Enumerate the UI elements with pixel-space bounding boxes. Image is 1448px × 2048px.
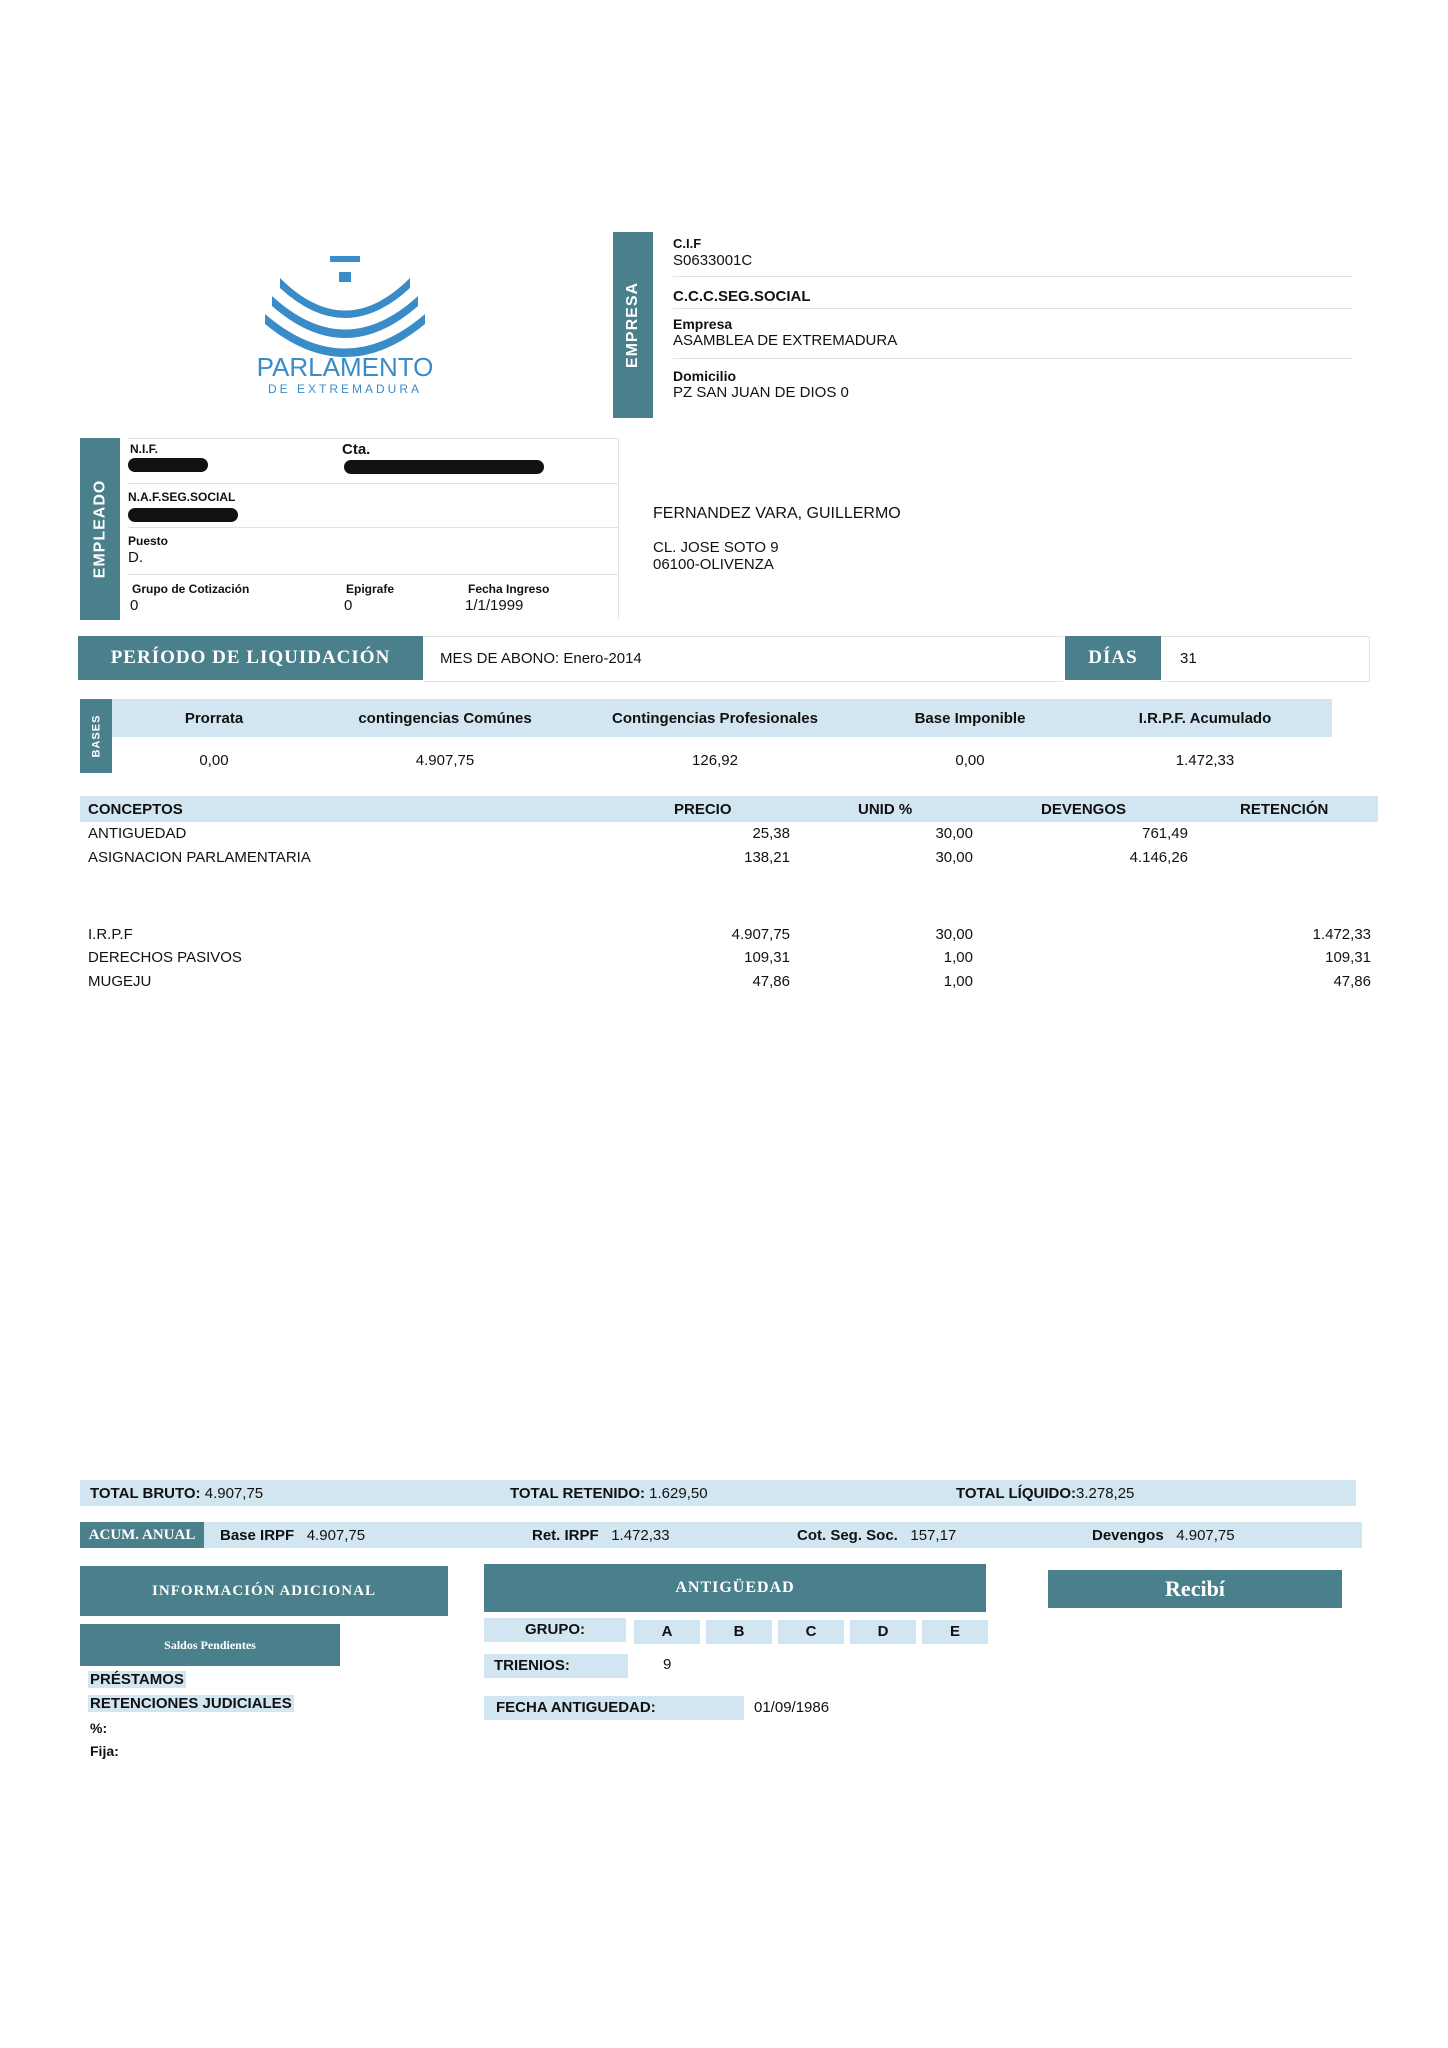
total-bruto-value: 4.907,75 [204,1485,264,1502]
retenciones-judiciales-label: RETENCIONES JUDICIALES [90,1695,292,1712]
concepto-name-1: ASIGNACION PARLAMENTARIA [88,849,311,866]
naf-redaction [128,508,238,522]
employee-address2: 06100-OLIVENZA [653,556,774,573]
concepto-name-0: ANTIGUEDAD [88,825,187,842]
conceptos-header-devengos: DEVENGOS [1041,801,1127,818]
epigrafe-value: 0 [344,597,353,614]
puesto-label: Puesto [128,534,169,548]
concepto-name-3: DERECHOS PASIVOS [88,949,242,966]
domicilio-label: Domicilio [673,368,737,384]
concepto-unid-1: 30,00 [935,849,973,866]
total-bruto-label: TOTAL BRUTO: [90,1485,201,1502]
concepto-name-2: I.R.P.F [88,926,133,943]
antiguedad-grupo-a: A [634,1620,700,1644]
grupo-cotizacion-value: 0 [130,597,139,614]
parlamento-emblem-icon [250,248,440,358]
total-liquido [956,1485,1134,1502]
dias-label: DÍAS [1065,636,1161,680]
bases-header-profesionales: Contingencias Profesionales [612,710,818,727]
concepto-unid-2: 30,00 [935,926,973,943]
antiguedad-grupo-d: D [850,1620,916,1644]
info-header: INFORMACIÓN ADICIONAL [80,1566,448,1616]
conceptos-header-precio: PRECIO [674,801,732,818]
total-bruto [90,1485,263,1502]
acum-ret-irpf-label: Ret. IRPF [532,1527,599,1544]
conceptos-header-unid: UNID % [858,801,913,818]
mes-abono: MES DE ABONO: Enero-2014 [440,650,642,667]
acum-base-irpf-value: 4.907,75 [306,1527,366,1544]
nif-redaction [128,458,208,472]
concepto-precio-4: 47,86 [752,973,790,990]
concepto-devengos-1: 4.146,26 [1129,849,1188,866]
grupo-cotizacion-label: Grupo de Cotización [132,582,250,596]
bases-header-irpf: I.R.P.F. Acumulado [1138,710,1272,727]
antiguedad-grupo-c: C [778,1620,844,1644]
prestamos-label: PRÉSTAMOS [90,1671,184,1688]
bases-header-prorrata: Prorrata [184,710,244,727]
antiguedad-grupo-e: E [922,1620,988,1644]
acum-cot [797,1527,956,1544]
acum-base-irpf-label: Base IRPF [220,1527,295,1544]
concepto-name-4: MUGEJU [88,973,152,990]
empresa-tab-label: EMPRESA [624,281,641,369]
empleado-tab [80,438,120,620]
fecha-antiguedad-label: FECHA ANTIGUEDAD: [484,1696,744,1720]
bases-value-imponible: 0,00 [955,752,985,769]
concepto-precio-1: 138,21 [744,849,790,866]
bases-header-comunes: contingencias Comúnes [358,710,532,727]
total-retenido-value: 1.629,50 [649,1485,708,1502]
bases-tab-label: BASES [90,714,102,758]
antiguedad-grupo-b: B [706,1620,772,1644]
empresa-label: Empresa [673,316,733,332]
acum-devengos [1092,1527,1235,1544]
concepto-unid-0: 30,00 [935,825,973,842]
concepto-retencion-4: 47,86 [1333,973,1371,990]
concepto-precio-3: 109,31 [744,949,790,966]
parlamento-logo [250,248,440,398]
acum-ret-irpf [532,1527,670,1544]
bases-value-irpf: 1.472,33 [1175,752,1235,769]
concepto-precio-2: 4.907,75 [731,926,790,943]
empresa-tab [613,232,653,418]
antiguedad-header: ANTIGÜEDAD [484,1564,986,1612]
conceptos-header-retencion: RETENCIÓN [1240,801,1329,818]
totals-bar [80,1480,1356,1506]
nif-label: N.I.F. [130,442,159,456]
total-liquido-label: TOTAL LÍQUIDO: [956,1485,1076,1502]
acum-devengos-label: Devengos [1092,1527,1164,1544]
cta-label: Cta. [342,441,371,458]
logo-line2: DE EXTREMADURA [267,382,422,396]
concepto-unid-3: 1,00 [943,949,973,966]
employee-name: FERNANDEZ VARA, GUILLERMO [653,505,901,522]
acum-devengos-value: 4.907,75 [1176,1527,1235,1544]
periodo-header: PERÍODO DE LIQUIDACIÓN [78,636,423,680]
acum-base-irpf [220,1527,365,1544]
empresa-value: ASAMBLEA DE EXTREMADURA [673,332,898,349]
concepto-devengos-0: 761,49 [1142,825,1188,842]
bases-value-profesionales: 126,92 [692,752,738,769]
bases-value-comunes: 4.907,75 [415,752,475,769]
acum-label: ACUM. ANUAL [80,1522,204,1548]
fecha-ingreso-value: 1/1/1999 [465,597,524,614]
recibi-box: Recibí [1048,1570,1342,1608]
fecha-antiguedad-value: 01/09/1986 [754,1699,830,1716]
puesto-value: D. [128,549,143,566]
cif-label: C.I.F [673,236,702,251]
cta-redaction [344,460,544,474]
bases-header-imponible: Base Imponible [914,710,1026,727]
empleado-tab-label: EMPLEADO [91,479,109,579]
ccc-label: C.C.C.SEG.SOCIAL [673,288,811,305]
antiguedad-grupo-label: GRUPO: [484,1618,626,1642]
bases-tab [80,699,112,773]
trienios-value: 9 [663,1656,672,1673]
saldos-pendientes-header: Saldos Pendientes [80,1624,340,1666]
logo-line1: PARLAMENTO [256,352,434,382]
dias-value: 31 [1180,650,1197,667]
concepto-retencion-2: 1.472,33 [1312,926,1371,943]
fija-label: Fija: [90,1743,119,1759]
total-retenido-label: TOTAL RETENIDO: [510,1485,645,1502]
domicilio-value: PZ SAN JUAN DE DIOS 0 [673,384,849,401]
conceptos-header-concepto: CONCEPTOS [88,801,183,818]
fecha-ingreso-label: Fecha Ingreso [468,582,550,596]
employee-address1: CL. JOSE SOTO 9 [653,539,779,556]
cif-value: S0633001C [673,252,753,269]
trienios-label: TRIENIOS: [484,1654,628,1678]
acum-cot-label: Cot. Seg. Soc. [797,1527,898,1544]
epigrafe-label: Epigrafe [346,582,395,596]
porcentaje-label: %: [90,1720,108,1736]
acum-cot-value: 157,17 [910,1527,957,1544]
acum-ret-irpf-value: 1.472,33 [611,1527,670,1544]
concepto-unid-4: 1,00 [943,973,973,990]
total-liquido-value: 3.278,25 [1076,1485,1135,1502]
concepto-retencion-3: 109,31 [1325,949,1371,966]
total-retenido [510,1485,708,1502]
concepto-precio-0: 25,38 [752,825,790,842]
bases-value-prorrata: 0,00 [199,752,229,769]
naf-label: N.A.F.SEG.SOCIAL [128,490,236,504]
